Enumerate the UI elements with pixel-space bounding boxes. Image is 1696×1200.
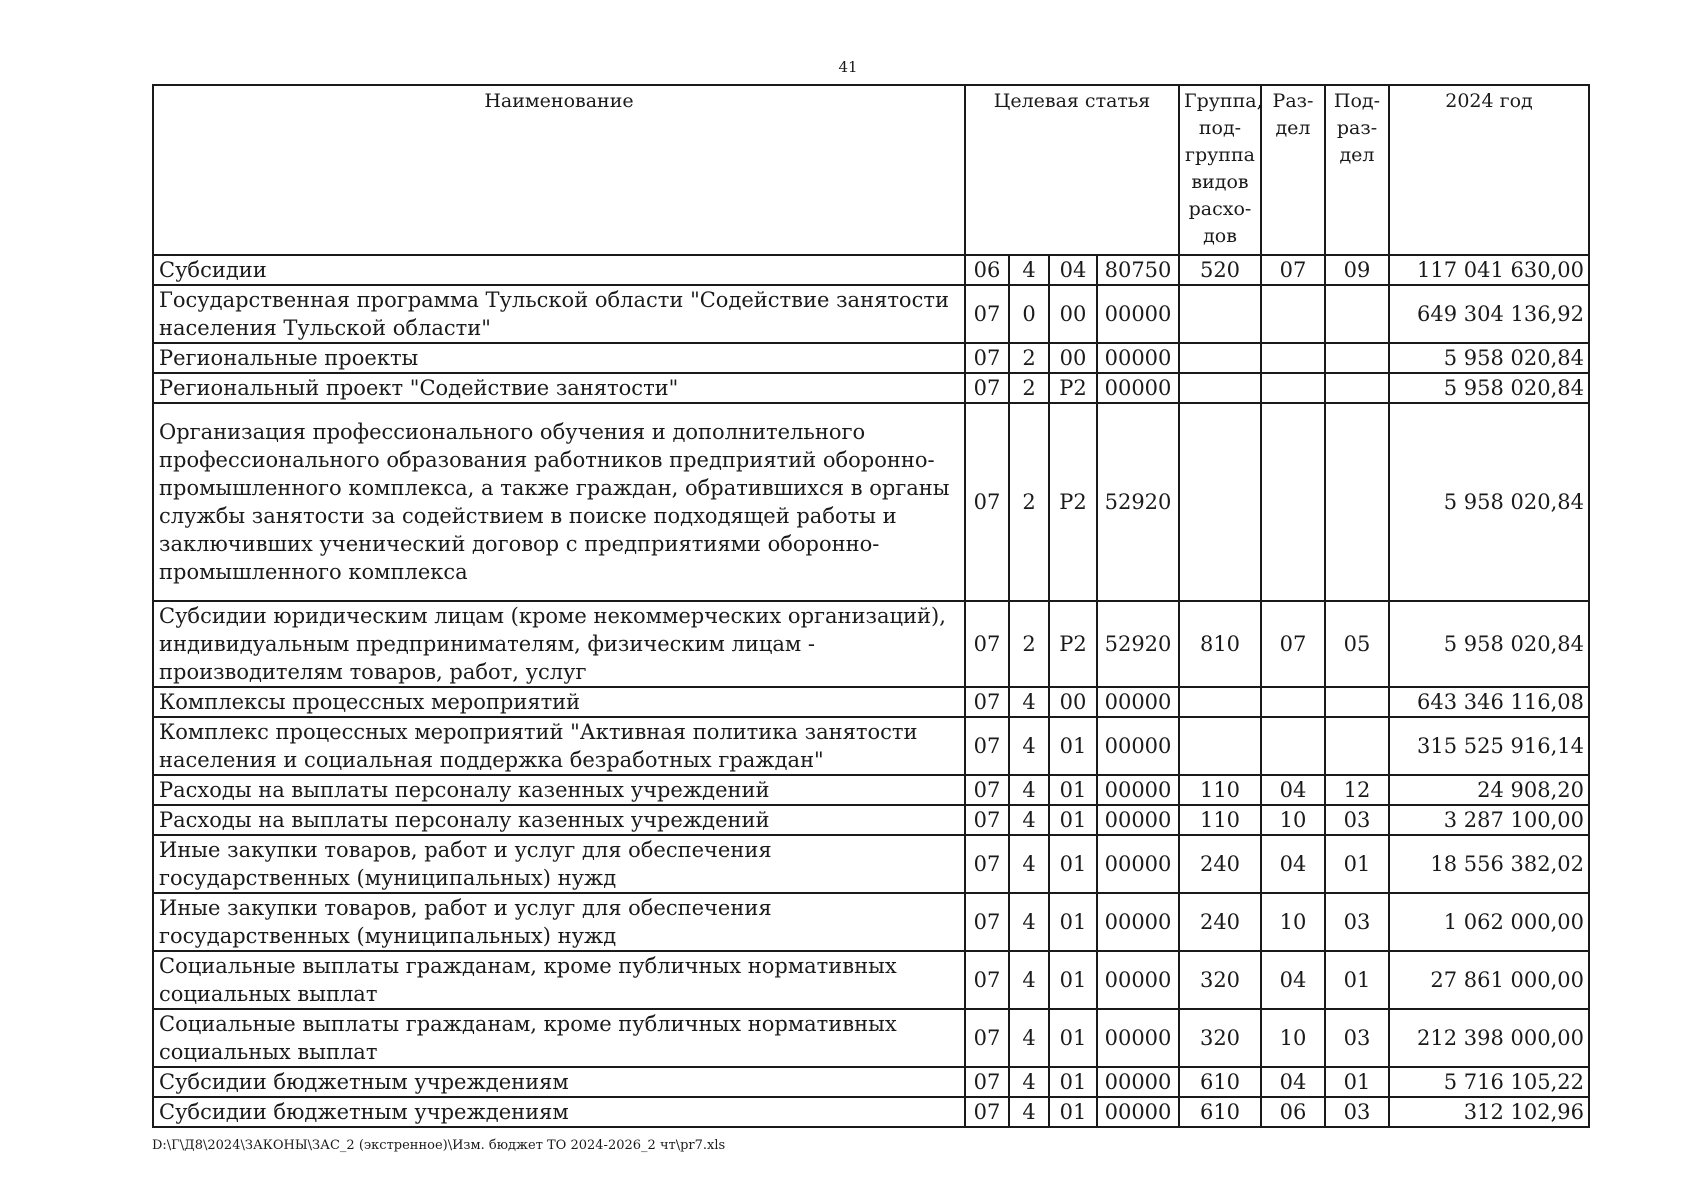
row-name: Субсидии юридическим лицам (кроме некоммерческих организаций), индивидуальным предпринимателям, физическим лицам - производителям товаров, работ, услуг bbox=[153, 601, 965, 687]
target-code-item: 00 bbox=[1049, 343, 1097, 373]
amount-2024: 18 556 382,02 bbox=[1389, 835, 1589, 893]
budget-table bbox=[152, 84, 1590, 1128]
row-name: Социальные выплаты гражданам, кроме публичных нормативных социальных выплат bbox=[153, 1009, 965, 1067]
target-code-type: 4 bbox=[1009, 1097, 1049, 1127]
subsection bbox=[1325, 373, 1389, 403]
section: 10 bbox=[1261, 805, 1325, 835]
target-code-direction: 52920 bbox=[1097, 403, 1179, 601]
amount-2024: 1 062 000,00 bbox=[1389, 893, 1589, 951]
section: 07 bbox=[1261, 255, 1325, 285]
amount-2024: 117 041 630,00 bbox=[1389, 255, 1589, 285]
row-name: Комплекс процессных мероприятий "Активная политика занятости населения и социальная поддержка безработных граждан" bbox=[153, 717, 965, 775]
target-code-program: 07 bbox=[965, 343, 1009, 373]
header-expense-group: Группа, под-группа видов расхо-дов bbox=[1179, 85, 1261, 255]
target-code-direction: 00000 bbox=[1097, 717, 1179, 775]
section bbox=[1261, 687, 1325, 717]
amount-2024: 212 398 000,00 bbox=[1389, 1009, 1589, 1067]
section: 07 bbox=[1261, 601, 1325, 687]
target-code-direction: 00000 bbox=[1097, 343, 1179, 373]
target-code-direction: 00000 bbox=[1097, 1097, 1179, 1127]
subsection bbox=[1325, 717, 1389, 775]
table-row bbox=[153, 403, 1589, 601]
subsection: 03 bbox=[1325, 893, 1389, 951]
section: 10 bbox=[1261, 893, 1325, 951]
target-code-item: Р2 bbox=[1049, 403, 1097, 601]
target-code-type: 4 bbox=[1009, 255, 1049, 285]
target-code-type: 2 bbox=[1009, 373, 1049, 403]
row-name: Комплексы процессных мероприятий bbox=[153, 687, 965, 717]
target-code-program: 07 bbox=[965, 775, 1009, 805]
table-row bbox=[153, 601, 1589, 687]
table-header-row bbox=[153, 85, 1589, 255]
target-code-type: 2 bbox=[1009, 601, 1049, 687]
subsection: 01 bbox=[1325, 1067, 1389, 1097]
target-code-type: 2 bbox=[1009, 403, 1049, 601]
amount-2024: 5 958 020,84 bbox=[1389, 601, 1589, 687]
row-name: Иные закупки товаров, работ и услуг для обеспечения государственных (муниципальных) нужд bbox=[153, 835, 965, 893]
target-code-program: 07 bbox=[965, 687, 1009, 717]
row-name: Расходы на выплаты персоналу казенных учреждений bbox=[153, 805, 965, 835]
header-name: Наименование bbox=[153, 85, 965, 255]
target-code-item: Р2 bbox=[1049, 601, 1097, 687]
amount-2024: 5 958 020,84 bbox=[1389, 403, 1589, 601]
target-code-type: 0 bbox=[1009, 285, 1049, 343]
target-code-item: 01 bbox=[1049, 1097, 1097, 1127]
row-name: Расходы на выплаты персоналу казенных учреждений bbox=[153, 775, 965, 805]
row-name: Субсидии bbox=[153, 255, 965, 285]
page-number: 41 bbox=[838, 58, 858, 76]
section: 10 bbox=[1261, 1009, 1325, 1067]
target-code-type: 4 bbox=[1009, 717, 1049, 775]
expense-group: 810 bbox=[1179, 601, 1261, 687]
header-year: 2024 год bbox=[1389, 85, 1589, 255]
table-body bbox=[153, 255, 1589, 1127]
subsection: 01 bbox=[1325, 835, 1389, 893]
target-code-item: 01 bbox=[1049, 1067, 1097, 1097]
subsection bbox=[1325, 403, 1389, 601]
header-section: Раз-дел bbox=[1261, 85, 1325, 255]
subsection bbox=[1325, 687, 1389, 717]
table-row bbox=[153, 255, 1589, 285]
table-row bbox=[153, 1067, 1589, 1097]
target-code-type: 4 bbox=[1009, 1067, 1049, 1097]
row-name: Иные закупки товаров, работ и услуг для обеспечения государственных (муниципальных) нужд bbox=[153, 893, 965, 951]
target-code-direction: 00000 bbox=[1097, 1009, 1179, 1067]
table-row bbox=[153, 951, 1589, 1009]
target-code-program: 07 bbox=[965, 835, 1009, 893]
section: 04 bbox=[1261, 1067, 1325, 1097]
table-row bbox=[153, 717, 1589, 775]
expense-group: 610 bbox=[1179, 1097, 1261, 1127]
row-name: Региональный проект "Содействие занятости" bbox=[153, 373, 965, 403]
target-code-direction: 00000 bbox=[1097, 285, 1179, 343]
target-code-type: 4 bbox=[1009, 687, 1049, 717]
amount-2024: 5 716 105,22 bbox=[1389, 1067, 1589, 1097]
section bbox=[1261, 285, 1325, 343]
table-row bbox=[153, 835, 1589, 893]
target-code-item: 01 bbox=[1049, 951, 1097, 1009]
target-code-item: 01 bbox=[1049, 805, 1097, 835]
expense-group bbox=[1179, 717, 1261, 775]
expense-group bbox=[1179, 285, 1261, 343]
section bbox=[1261, 373, 1325, 403]
target-code-type: 4 bbox=[1009, 775, 1049, 805]
amount-2024: 315 525 916,14 bbox=[1389, 717, 1589, 775]
amount-2024: 27 861 000,00 bbox=[1389, 951, 1589, 1009]
table-row bbox=[153, 805, 1589, 835]
row-name: Государственная программа Тульской области "Содействие занятости населения Тульской области" bbox=[153, 285, 965, 343]
section: 04 bbox=[1261, 775, 1325, 805]
target-code-direction: 00000 bbox=[1097, 805, 1179, 835]
target-code-direction: 00000 bbox=[1097, 775, 1179, 805]
target-code-direction: 00000 bbox=[1097, 893, 1179, 951]
expense-group: 320 bbox=[1179, 1009, 1261, 1067]
table-row bbox=[153, 343, 1589, 373]
subsection: 05 bbox=[1325, 601, 1389, 687]
expense-group: 240 bbox=[1179, 893, 1261, 951]
target-code-direction: 52920 bbox=[1097, 601, 1179, 687]
target-code-program: 07 bbox=[965, 717, 1009, 775]
target-code-direction: 00000 bbox=[1097, 835, 1179, 893]
expense-group bbox=[1179, 373, 1261, 403]
amount-2024: 5 958 020,84 bbox=[1389, 343, 1589, 373]
target-code-item: 01 bbox=[1049, 717, 1097, 775]
target-code-type: 4 bbox=[1009, 835, 1049, 893]
target-code-program: 07 bbox=[965, 373, 1009, 403]
target-code-direction: 00000 bbox=[1097, 951, 1179, 1009]
target-code-program: 07 bbox=[965, 1009, 1009, 1067]
target-code-direction: 00000 bbox=[1097, 687, 1179, 717]
subsection bbox=[1325, 343, 1389, 373]
target-code-program: 07 bbox=[965, 1067, 1009, 1097]
target-code-direction: 80750 bbox=[1097, 255, 1179, 285]
table-row bbox=[153, 1009, 1589, 1067]
target-code-item: 00 bbox=[1049, 687, 1097, 717]
target-code-type: 4 bbox=[1009, 1009, 1049, 1067]
target-code-item: 04 bbox=[1049, 255, 1097, 285]
target-code-program: 07 bbox=[965, 893, 1009, 951]
section: 04 bbox=[1261, 835, 1325, 893]
target-code-program: 07 bbox=[965, 285, 1009, 343]
subsection bbox=[1325, 285, 1389, 343]
target-code-item: 01 bbox=[1049, 893, 1097, 951]
section: 04 bbox=[1261, 951, 1325, 1009]
subsection: 12 bbox=[1325, 775, 1389, 805]
row-name: Субсидии бюджетным учреждениям bbox=[153, 1097, 965, 1127]
amount-2024: 649 304 136,92 bbox=[1389, 285, 1589, 343]
row-name: Субсидии бюджетным учреждениям bbox=[153, 1067, 965, 1097]
target-code-program: 07 bbox=[965, 1097, 1009, 1127]
table-row bbox=[153, 285, 1589, 343]
expense-group: 110 bbox=[1179, 775, 1261, 805]
target-code-type: 4 bbox=[1009, 951, 1049, 1009]
target-code-direction: 00000 bbox=[1097, 1067, 1179, 1097]
target-code-type: 4 bbox=[1009, 893, 1049, 951]
table-row bbox=[153, 775, 1589, 805]
target-code-item: 01 bbox=[1049, 775, 1097, 805]
target-code-direction: 00000 bbox=[1097, 373, 1179, 403]
subsection: 03 bbox=[1325, 1097, 1389, 1127]
expense-group: 520 bbox=[1179, 255, 1261, 285]
expense-group bbox=[1179, 343, 1261, 373]
target-code-program: 07 bbox=[965, 805, 1009, 835]
target-code-item: 01 bbox=[1049, 835, 1097, 893]
header-target-article: Целевая статья bbox=[965, 85, 1179, 255]
target-code-program: 07 bbox=[965, 403, 1009, 601]
table-row bbox=[153, 373, 1589, 403]
amount-2024: 24 908,20 bbox=[1389, 775, 1589, 805]
target-code-program: 07 bbox=[965, 601, 1009, 687]
expense-group: 610 bbox=[1179, 1067, 1261, 1097]
subsection: 01 bbox=[1325, 951, 1389, 1009]
section bbox=[1261, 717, 1325, 775]
table-row bbox=[153, 893, 1589, 951]
row-name: Региональные проекты bbox=[153, 343, 965, 373]
expense-group: 240 bbox=[1179, 835, 1261, 893]
amount-2024: 643 346 116,08 bbox=[1389, 687, 1589, 717]
subsection: 09 bbox=[1325, 255, 1389, 285]
target-code-program: 07 bbox=[965, 951, 1009, 1009]
subsection: 03 bbox=[1325, 805, 1389, 835]
amount-2024: 312 102,96 bbox=[1389, 1097, 1589, 1127]
amount-2024: 5 958 020,84 bbox=[1389, 373, 1589, 403]
section bbox=[1261, 403, 1325, 601]
header-subsection: Под-раз-дел bbox=[1325, 85, 1389, 255]
expense-group: 320 bbox=[1179, 951, 1261, 1009]
amount-2024: 3 287 100,00 bbox=[1389, 805, 1589, 835]
section bbox=[1261, 343, 1325, 373]
expense-group bbox=[1179, 687, 1261, 717]
row-name: Организация профессионального обучения и дополнительного профессионального образования работников предприятий оборонно-промышленного комплекса, а также граждан, обратившихся в органы службы занятости за содействием в поиске подходящей работы и заключивших ученический договор с предприятиями оборонно-промышленного комплекса bbox=[153, 403, 965, 601]
table-row bbox=[153, 687, 1589, 717]
target-code-item: 01 bbox=[1049, 1009, 1097, 1067]
target-code-item: 00 bbox=[1049, 285, 1097, 343]
section: 06 bbox=[1261, 1097, 1325, 1127]
target-code-item: Р2 bbox=[1049, 373, 1097, 403]
subsection: 03 bbox=[1325, 1009, 1389, 1067]
target-code-type: 2 bbox=[1009, 343, 1049, 373]
footer-file-path: D:\Г\Д8\2024\ЗАКОНЫ\ЗАС_2 (экстренное)\Изм. бюджет ТО 2024-2026_2 чт\pr7.xls bbox=[152, 1138, 726, 1153]
target-code-type: 4 bbox=[1009, 805, 1049, 835]
row-name: Социальные выплаты гражданам, кроме публичных нормативных социальных выплат bbox=[153, 951, 965, 1009]
expense-group bbox=[1179, 403, 1261, 601]
expense-group: 110 bbox=[1179, 805, 1261, 835]
target-code-program: 06 bbox=[965, 255, 1009, 285]
table-row bbox=[153, 1097, 1589, 1127]
